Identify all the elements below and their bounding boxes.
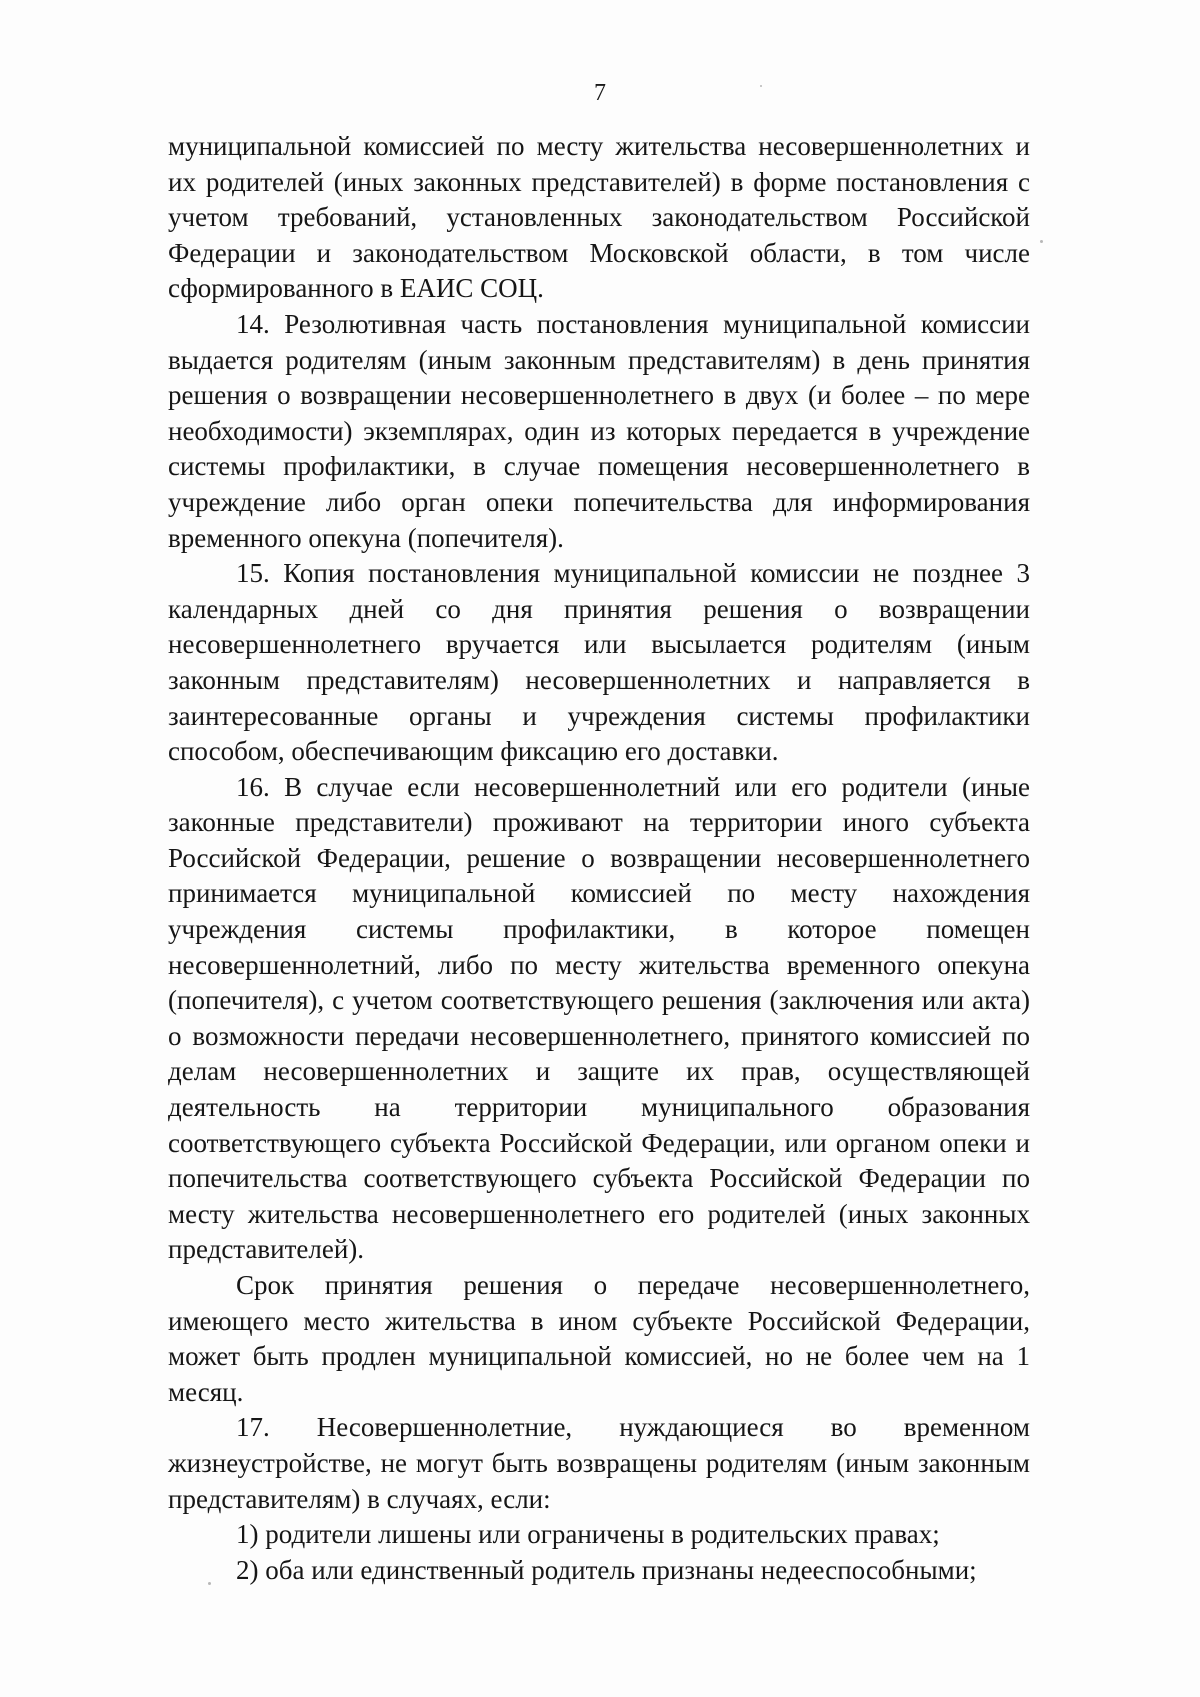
list-item-1: 1) родители лишены или ограничены в родительских правах; [236,1519,940,1550]
document-body [168,129,1030,1588]
scan-artifact [1040,240,1043,243]
scan-artifact [760,85,762,87]
paragraph-13-continuation: муниципальной комиссией по месту жительства несовершеннолетних и их родителей (иных законных представителей) в форме постановления с учетом требований, установленных законодательством Российской Федерации и законодательством Московской области, в том числе сформированного в ЕАИС СОЦ. [168,131,1030,304]
paragraph-17: 17. Несовершеннолетние, нуждающиеся во временном жизнеустройстве, не могут быть возвращены родителям (иным законным представителям) в случаях, если: [168,1412,1030,1514]
paragraph-15: 15. Копия постановления муниципальной комиссии не позднее 3 календарных дней со дня принятия решения о возвращении несовершеннолетнего вручается или высылается родителям (иным законным представителям) несовершеннолетних и направляется в заинтересованные органы и учреждения системы профилактики способом, обеспечивающим фиксацию его доставки. [168,558,1030,767]
scan-artifact [208,1582,211,1585]
page-number: 7 [594,80,606,106]
paragraph-16-term: Срок принятия решения о передаче несовершеннолетнего, имеющего место жительства в ином субъекте Российской Федерации, может быть продлен муниципальной комиссией, но не более чем на 1 месяц. [168,1270,1030,1407]
paragraph-14: 14. Резолютивная часть постановления муниципальной комиссии выдается родителям (иным законным представителям) в день принятия решения о возвращении несовершеннолетнего в двух (и более – по мере необходимости) экземплярах, один из которых передается в учреждение системы профилактики, в случае помещения несовершеннолетнего в учреждение либо орган опеки попечительства для информирования временного опекуна (попечителя). [168,308,1030,553]
paragraph-16: 16. В случае если несовершеннолетний или его родители (иные законные представители) проживают на территории иного субъекта Российской Федерации, решение о возвращении несовершеннолетнего принимается муниципальной комиссией по месту нахождения учреждения системы профилактики, в которое помещен несовершеннолетний, либо по месту жительства временного опекуна (попечителя), с учетом соответствующего решения (заключения или акта) о возможности передачи несовершеннолетнего, принятого комиссией по делам несовершеннолетних и защите их прав, осуществляющей деятельность на территории муниципального образования соответствующего субъекта Российской Федерации, или органом опеки и попечительства соответствующего субъекта Российской Федерации по месту жительства несовершеннолетнего его родителей (иных законных представителей). [168,771,1030,1265]
list-item-2: 2) оба или единственный родитель признаны недееспособными; [236,1554,977,1585]
